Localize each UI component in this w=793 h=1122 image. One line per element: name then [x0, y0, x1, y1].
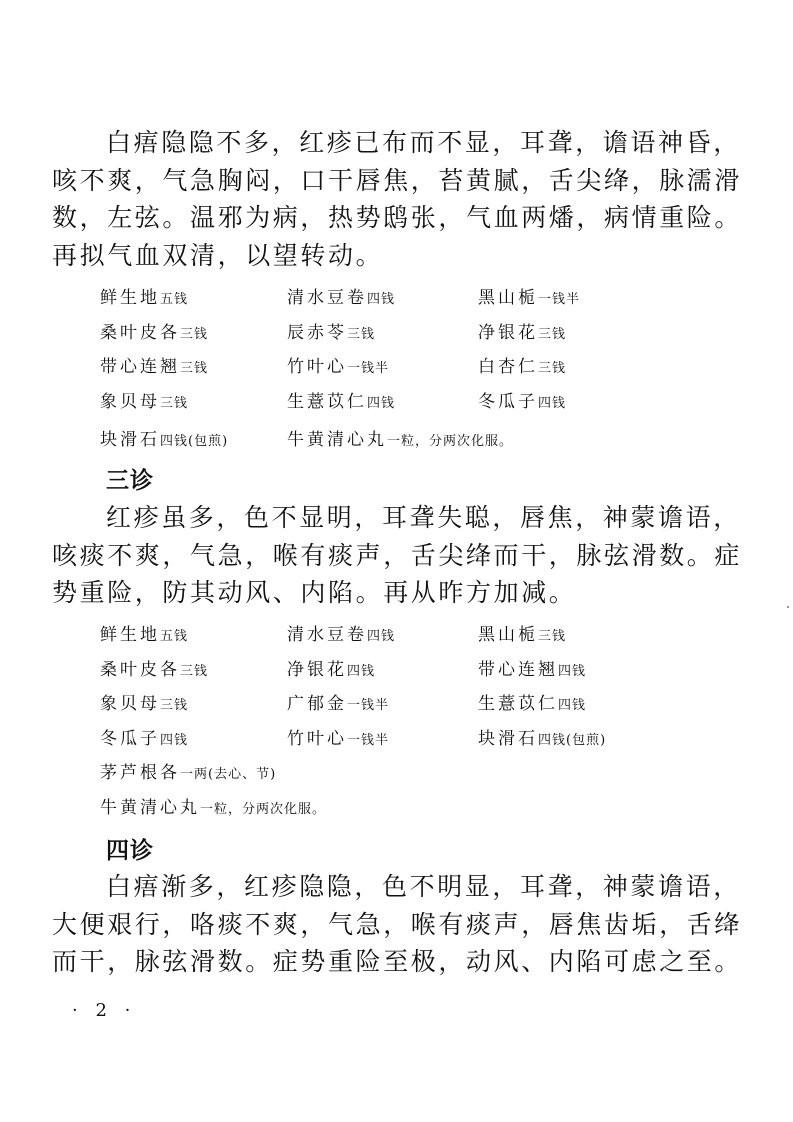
prescription-row — [100, 425, 700, 460]
herb-name: 块滑石 — [100, 430, 160, 450]
prescription-row — [100, 758, 700, 793]
prescription-item — [478, 689, 586, 714]
herb-name: 桑叶皮各 — [100, 659, 180, 680]
herb-dose: 四钱 — [367, 629, 396, 644]
page-number: · 2 · — [72, 1000, 137, 1021]
prescription-row — [100, 620, 700, 655]
section2-prescription — [100, 283, 700, 460]
section3-paragraph — [52, 499, 743, 612]
paragraph-line: 红疹虽多，色不显明，耳聋失聪，唇焦，神蒙谵语， — [106, 503, 741, 532]
prescription-item — [100, 724, 188, 749]
prescription-item — [287, 689, 389, 714]
herb-name: 桑叶皮各 — [100, 322, 180, 343]
prescription-item — [100, 318, 208, 343]
herb-dose: 四钱(包煎) — [538, 732, 607, 748]
herb-name: 白杏仁 — [478, 357, 538, 377]
herb-name: 生薏苡仁 — [287, 391, 367, 412]
prescription-item — [287, 425, 513, 450]
herb-dose: 四钱 — [367, 395, 396, 411]
prescription-item — [287, 318, 375, 343]
prescription-item — [287, 283, 395, 308]
prescription-item — [287, 724, 389, 749]
prescription-item — [100, 655, 208, 680]
herb-name: 广郁金 — [287, 694, 347, 714]
herb-name: 清水豆卷 — [287, 625, 367, 645]
herb-name: 鲜生地 — [100, 625, 160, 645]
herb-name: 带心连翘 — [478, 659, 558, 680]
scan-artifact — [787, 606, 789, 608]
herb-dose: 三钱 — [538, 361, 567, 376]
prescription-item — [478, 655, 586, 680]
prescription-item — [100, 758, 276, 783]
paragraph-line: 咳痰不爽，气急，喉有痰声，舌尖绛而干，脉弦滑数。症 — [52, 540, 743, 570]
prescription-row — [100, 793, 700, 828]
herb-dose: 三钱 — [180, 361, 209, 376]
herb-name: 竹叶心 — [287, 357, 347, 377]
prescription-item — [478, 724, 606, 749]
herb-name: 竹叶心 — [287, 728, 347, 749]
prescription-item — [287, 387, 395, 412]
prescription-item — [478, 318, 566, 343]
herb-name: 象贝母 — [100, 694, 160, 714]
herb-dose: 一粒，分两次化服。 — [387, 434, 514, 449]
herb-dose: 四钱 — [367, 292, 396, 307]
herb-name: 黑山栀 — [478, 625, 538, 645]
herb-dose: 四钱(包煎) — [160, 434, 229, 449]
herb-dose: 三钱 — [180, 663, 209, 679]
section4-paragraph — [52, 868, 743, 981]
section3-prescription — [100, 620, 700, 827]
paragraph-line: 咳不爽，气急胸闷，口干唇焦，苔黄腻，舌尖绛，脉濡滑 — [52, 165, 743, 195]
herb-name: 牛黄清心丸 — [287, 430, 387, 450]
herb-name: 生薏苡仁 — [478, 694, 558, 714]
herb-dose: 一两(去心、节) — [180, 767, 277, 782]
herb-name: 黑山栀 — [478, 288, 538, 308]
herb-dose: 四钱 — [558, 698, 587, 713]
herb-dose: 三钱 — [538, 326, 567, 342]
herb-dose: 三钱 — [160, 395, 189, 411]
paragraph-line: 而干，脉弦滑数。症势重险至极，动风、内陷可虑之至。 — [52, 947, 743, 976]
herb-dose: 三钱 — [347, 326, 376, 342]
herb-name: 净银花 — [478, 322, 538, 343]
herb-name: 块滑石 — [478, 728, 538, 749]
paragraph-line: 大便艰行，咯痰不爽，气急，喉有痰声，唇焦齿垢，舌绛 — [52, 909, 743, 939]
herb-dose: 一钱半 — [347, 732, 390, 748]
herb-name: 冬瓜子 — [478, 391, 538, 412]
prescription-item — [478, 387, 566, 412]
section2-paragraph — [52, 124, 743, 274]
herb-dose: 四钱 — [538, 395, 567, 411]
prescription-item — [100, 425, 228, 450]
prescription-row — [100, 724, 700, 759]
herb-name: 鲜生地 — [100, 288, 160, 308]
prescription-item — [100, 689, 188, 714]
herb-dose: 五钱 — [160, 629, 189, 644]
paragraph-line: 白痦隐隐不多，红疹已布而不显，耳聋，谵语神昏， — [106, 128, 741, 157]
paragraph-line: 数，左弦。温邪为病，热势鸱张，气血两燔，病情重险。 — [52, 203, 743, 232]
herb-dose: 三钱 — [180, 326, 209, 342]
herb-dose: 四钱 — [160, 732, 189, 748]
prescription-row — [100, 689, 700, 724]
prescription-row — [100, 283, 700, 318]
herb-dose: 一钱半 — [538, 292, 581, 307]
paragraph-line: 势重险，防其动风、内陷。再从昨方加减。 — [52, 578, 577, 607]
herb-name: 冬瓜子 — [100, 728, 160, 749]
herb-name: 辰赤苓 — [287, 322, 347, 343]
herb-dose: 一钱半 — [347, 698, 390, 713]
prescription-row — [100, 352, 700, 387]
herb-dose: 四钱 — [558, 663, 587, 679]
prescription-row — [100, 318, 700, 353]
prescription-item — [478, 620, 566, 645]
herb-name: 牛黄清心丸 — [100, 797, 200, 818]
prescription-item — [100, 620, 188, 645]
herb-dose: 四钱 — [347, 663, 376, 679]
herb-dose: 一钱半 — [347, 361, 390, 376]
prescription-item — [100, 283, 188, 308]
prescription-item — [287, 655, 375, 680]
paragraph-line: 再拟气血双清，以望转动。 — [52, 240, 384, 270]
herb-dose: 三钱 — [160, 698, 189, 713]
prescription-row — [100, 387, 700, 422]
herb-name: 带心连翘 — [100, 357, 180, 377]
prescription-item — [478, 352, 566, 377]
prescription-item — [287, 620, 395, 645]
herb-name: 清水豆卷 — [287, 288, 367, 308]
prescription-item — [100, 387, 188, 412]
paragraph-line: 白痦渐多，红疹隐隐，色不明显，耳聋，神蒙谵语， — [106, 872, 741, 901]
prescription-item — [100, 352, 208, 377]
herb-name: 净银花 — [287, 659, 347, 680]
section3-heading: 三诊 — [106, 468, 154, 494]
section4-heading: 四诊 — [106, 838, 154, 864]
prescription-item — [100, 793, 326, 818]
herb-dose: 三钱 — [538, 629, 567, 644]
prescription-row — [100, 655, 700, 690]
herb-dose: 五钱 — [160, 292, 189, 307]
herb-name: 象贝母 — [100, 391, 160, 412]
prescription-item — [478, 283, 580, 308]
prescription-item — [287, 352, 389, 377]
herb-dose: 一粒，分两次化服。 — [200, 801, 327, 817]
herb-name: 茅芦根各 — [100, 763, 180, 783]
